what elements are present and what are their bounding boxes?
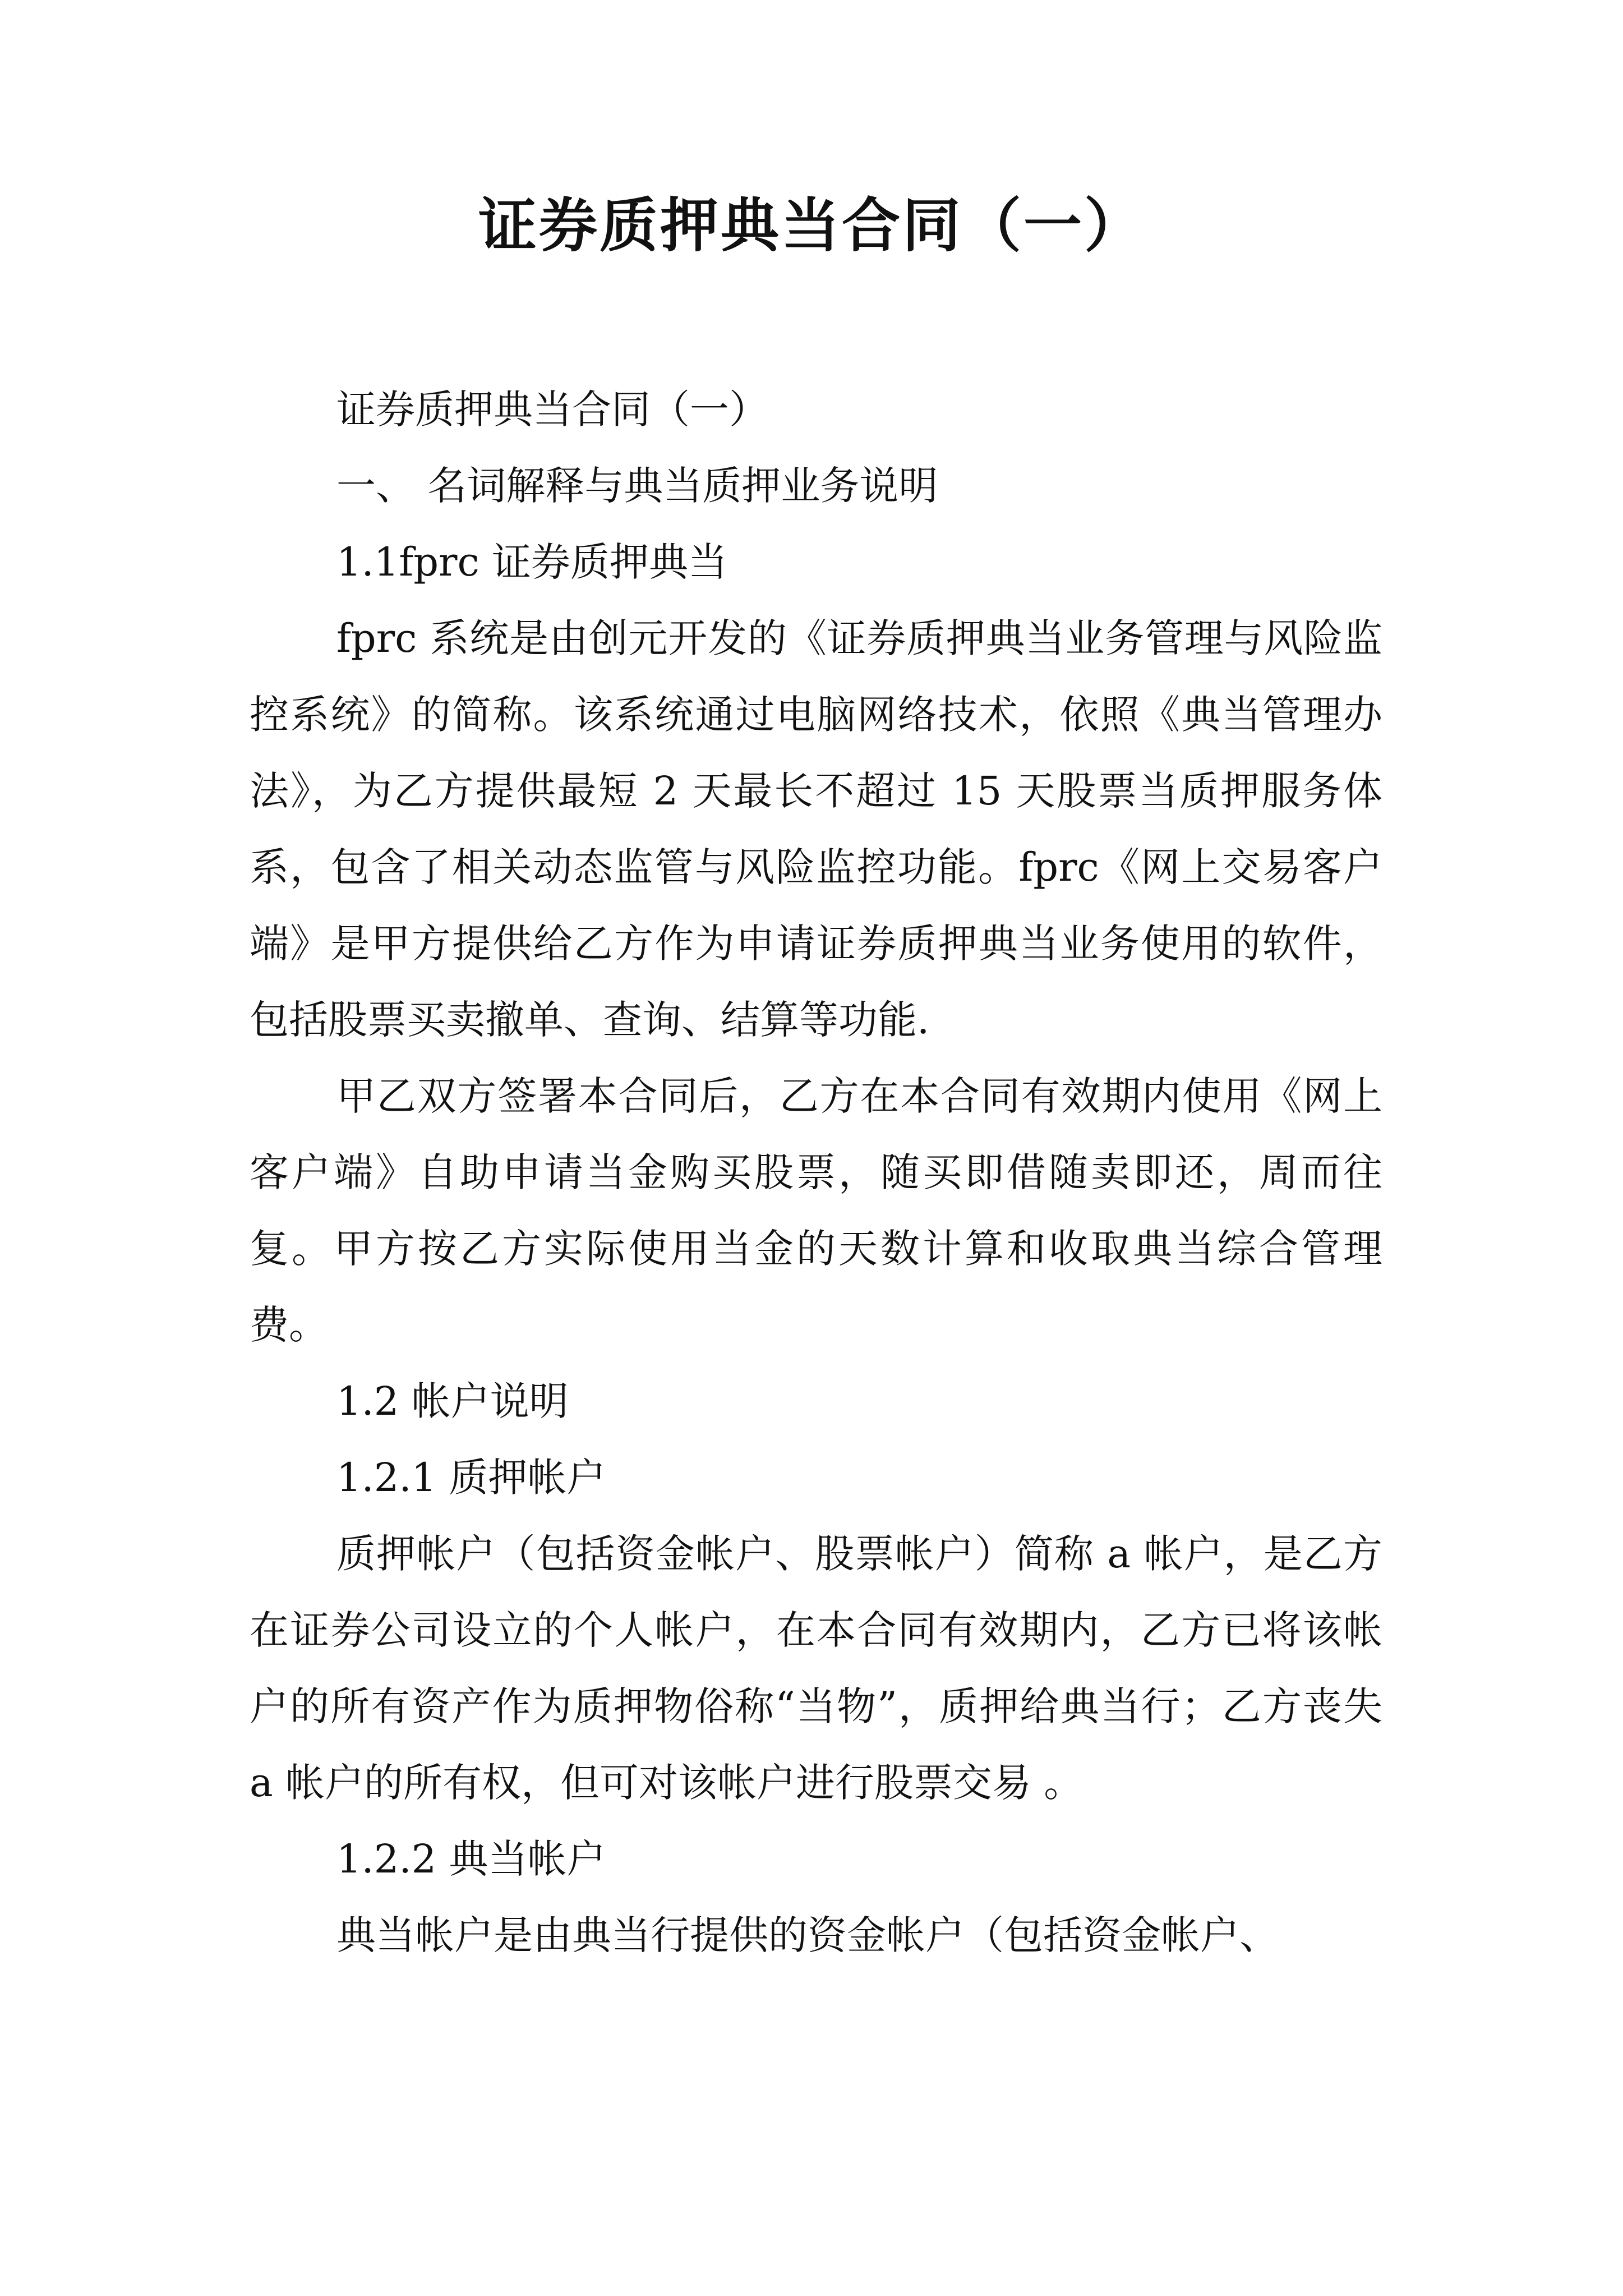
subsection-heading-1-1: 1.1fprc 证券质押典当 [336,539,727,585]
paragraph-fprc-system: fprc 系统是由创元开发的《证券质押典当业务管理与风险监控系统》的简称。该系统通过电脑网络技术，依照《典当管理办法》，为乙方提供最短 2 天最长不超过 15 天股票当质押服务体系，包含了相关动态监管与风险监控功能。fprc《网上交易客户端》是甲方提供给乙方作为申请证券质押典当业务使用的软件，包括股票买卖撤单、查询、结算等功能. [250,615,1382,1043]
subsection-heading-1-2-2: 1.2.2 典当帐户 [336,1836,606,1882]
paragraph-pawn-account: 典当帐户是由典当行提供的资金帐户（包括资金帐户、 [336,1912,1279,1958]
document-body [250,371,1382,1973]
subsection-heading-1-2-1: 1.2.1 质押帐户 [336,1455,606,1501]
document-title: 证券质押典当合同（一） [478,191,1145,260]
paragraph-contract-name: 证券质押典当合同（一） [336,386,768,432]
section-heading-1: 一、 名词解释与典当质押业务说明 [336,463,938,509]
subsection-heading-1-2: 1.2 帐户说明 [336,1378,569,1424]
paragraph-pledge-account: 质押帐户（包括资金帐户、股票帐户）简称 a 帐户，是乙方在证券公司设立的个人帐户，在本合同有效期内，乙方已将该帐户的所有资产作为质押物俗称“当物”，质押给典当行；乙方丧失 a 帐户的所有权，但可对该帐户进行股票交易 。 [250,1531,1382,1806]
paragraph-agreement-usage: 甲乙双方签署本合同后，乙方在本合同有效期内使用《网上客户端》自助申请当金购买股票，随买即借随卖即还，周而往复。甲方按乙方实际使用当金的天数计算和收取典当综合管理费。 [250,1073,1382,1348]
